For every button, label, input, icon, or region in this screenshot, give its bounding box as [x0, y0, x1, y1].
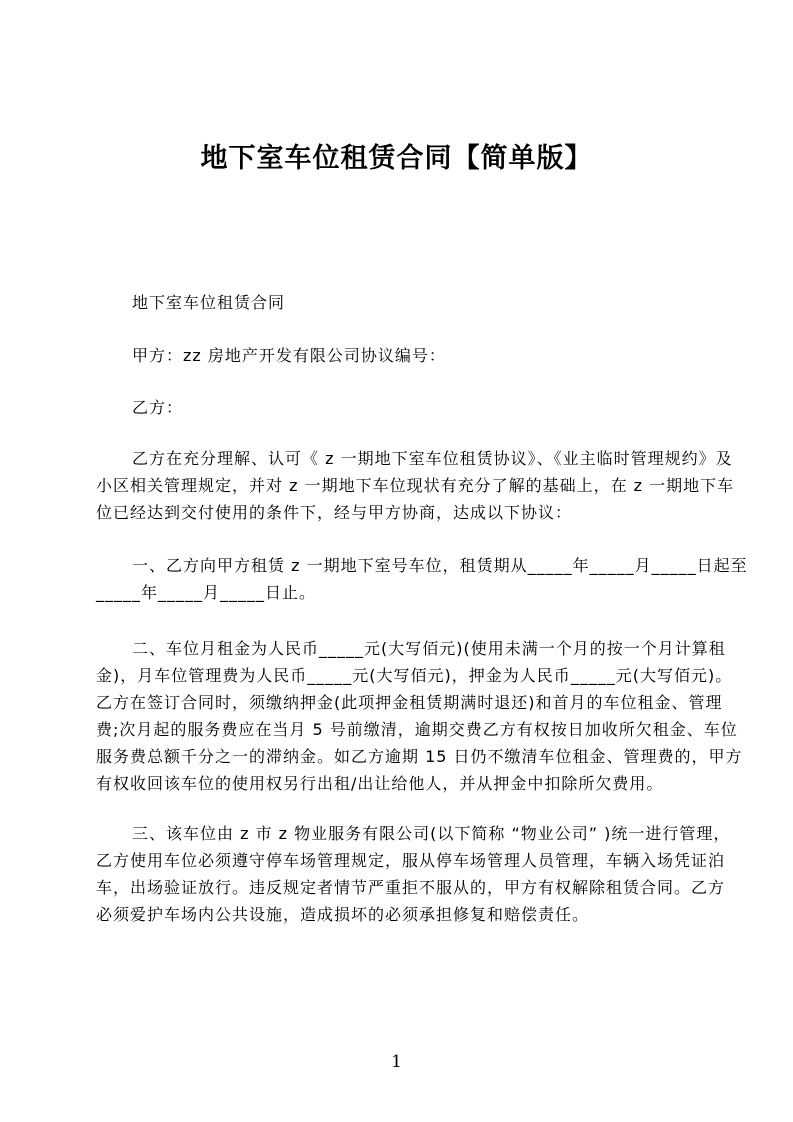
- contract-subtitle: 地下室车位租赁合同: [132, 293, 286, 312]
- clause-3-line: 乙方使用车位必须遵守停车场管理规定，服从停车场管理人员管理，车辆入场凭证泊: [96, 851, 726, 870]
- clause-2-line: 二、车位月租金为人民币_____元(大写佰元)(使用未满一个月的按一个月计算租: [132, 639, 726, 658]
- clause-2-line: 服务费总额千分之一的滞纳金。如乙方逾期 15 日仍不缴清车位租金、管理费的，甲方: [96, 747, 743, 766]
- clause-3-line: 必须爱护车场内公共设施，造成损坏的必须承担修复和赔偿责任。: [96, 905, 590, 924]
- party-a-line: 甲方：zz 房地产开发有限公司协议编号：: [132, 346, 446, 365]
- party-b-line: 乙方：: [132, 398, 184, 417]
- preamble-line: 位已经达到交付使用的条件下，经与甲方协商，达成以下协议：: [96, 503, 573, 522]
- page-number: 1: [391, 1052, 402, 1072]
- clause-3-line: 三、该车位由 z 市 z 物业服务有限公司(以下简称 “物业公司” )统一进行管理，: [132, 824, 731, 843]
- clause-1-line: _____年_____月_____日止。: [96, 583, 317, 602]
- clause-3-line: 车，出场验证放行。违反规定者情节严重拒不服从的，甲方有权解除租赁合同。乙方: [96, 878, 726, 897]
- clause-2-line: 金)，月车位管理费为人民币_____元(大写佰元)，押金为人民币_____元(大写佰元)。: [96, 666, 733, 685]
- clause-2-line: 费;次月起的服务费应在当月 5 号前缴清，逾期交费乙方有权按日加收所欠租金、车位: [96, 720, 738, 739]
- preamble-line: 乙方在充分理解、认可《 z 一期地下室车位租赁协议》、《业主临时管理规约》及: [132, 449, 733, 468]
- clause-2-line: 有权收回该车位的使用权另行出租/出让给他人，并从押金中扣除所欠费用。: [96, 774, 664, 793]
- clause-2-line: 乙方在签订合同时，须缴纳押金(此项押金租赁期满时退还)和首月的车位租金、管理: [96, 693, 723, 712]
- preamble-line: 小区相关管理规定，并对 z 一期地下车位现状有充分了解的基础上，在 z 一期地下车: [96, 476, 735, 495]
- document-title: 地下室车位租赁合同【简单版】: [200, 143, 593, 174]
- clause-1-line: 一、乙方向甲方租赁 z 一期地下室号车位，租赁期从_____年_____月_____日起至: [132, 556, 748, 575]
